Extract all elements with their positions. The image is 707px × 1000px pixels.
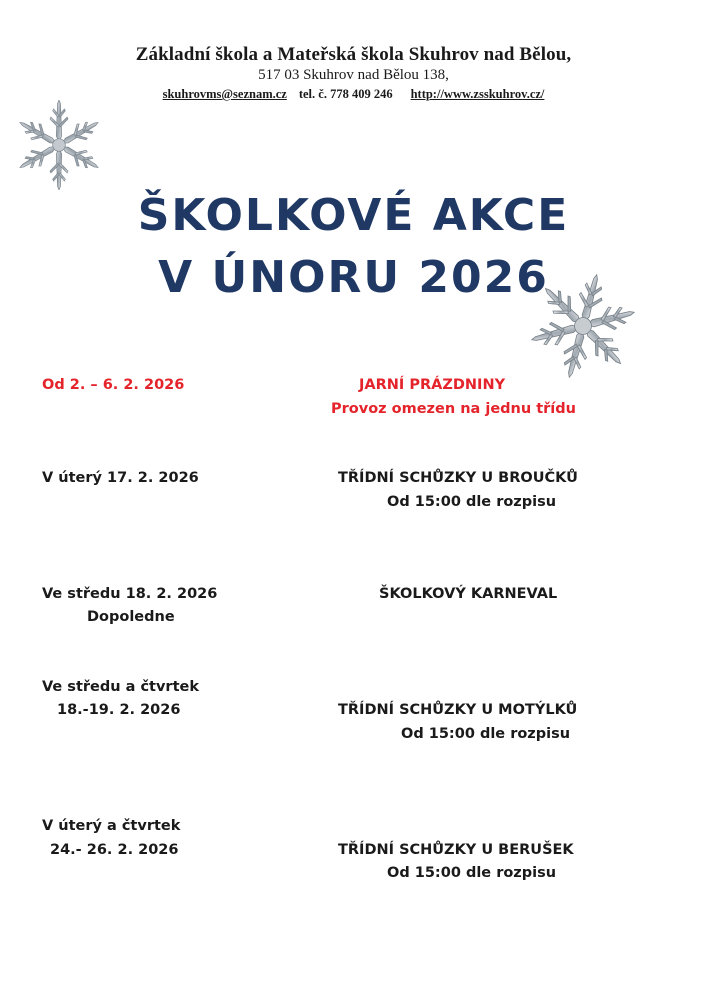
snowflake-icon [12,100,106,190]
event-detail: Od 15:00 dle rozpisu [387,865,557,881]
school-address: 517 03 Skuhrov nad Bělou 138, [258,67,449,83]
contact-line [0,87,707,102]
event-title: TŘÍDNÍ SCHŮZKY U BERUŠEK [338,842,574,858]
event-date-range: 18.-19. 2. 2026 [57,702,181,718]
event-date: Od 2. – 6. 2. 2026 [42,377,185,393]
event-title: TŘÍDNÍ SCHŮZKY U BROUČKŮ [338,470,578,486]
event-detail: Provoz omezen na jednu třídu [331,401,576,417]
event-title: JARNÍ PRÁZDNINY [359,377,506,393]
event-detail: Od 15:00 dle rozpisu [387,494,557,510]
event-date: Ve středu a čtvrtek [42,679,199,695]
event-date: V úterý 17. 2. 2026 [42,470,199,486]
phone-number: tel. č. 778 409 246 [298,87,393,101]
event-title: ŠKOLKOVÝ KARNEVAL [379,586,558,602]
page-title-line-1: ŠKOLKOVÉ AKCE [137,190,570,241]
website-link[interactable]: http://www.zsskuhrov.cz/ [410,87,545,101]
email-link[interactable]: skuhrovms@seznam.cz [162,87,287,101]
event-date: V úterý a čtvrtek [42,818,181,834]
event-date-note: Dopoledne [87,609,175,625]
page-title-line-2: V ÚNORU 2026 [158,252,549,303]
event-title: TŘÍDNÍ SCHŮZKY U MOTÝLKŮ [338,702,578,718]
event-detail: Od 15:00 dle rozpisu [401,726,571,742]
event-date: Ve středu 18. 2. 2026 [42,586,218,602]
event-date-range: 24.- 26. 2. 2026 [50,842,179,858]
school-name: Základní škola a Mateřská škola Skuhrov nad Bělou, [135,44,572,65]
